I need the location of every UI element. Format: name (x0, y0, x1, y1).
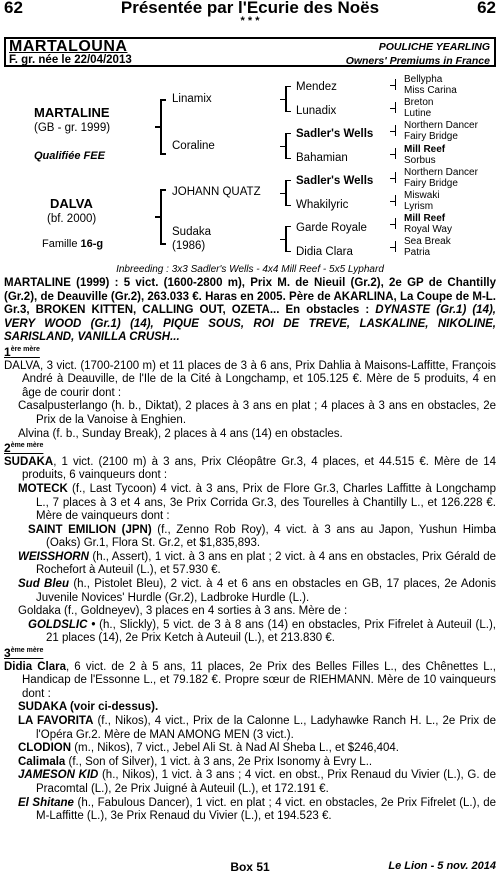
g4-name: Patria (404, 247, 431, 258)
sire-details: (GB - gr. 1999) (34, 122, 111, 134)
g3-name: Sadler's Wells (296, 175, 374, 187)
produce-entry: Sud Bleu (h., Pistolet Bleu), 2 vict. à 4 et 6 ans en obstacles en GB, 17 places, 2e Adonis Juvenile Novices' Hurdle (Gr.2), Ladbroke Hurdle (L.). (18, 578, 496, 604)
produce-entry: El Shitane (h., Fabulous Dancer), 1 vict. en plat ; 4 vict. en obstacles, 2e Prix Fifrelet (L.), de M-Laffitte (L.), 3e Prix Renaud du Vivier (L.), et 194.523 €. (18, 796, 496, 823)
g4-name: Royal Way (404, 224, 452, 235)
g4-name: Northern Dancer (404, 120, 478, 131)
bracket-line (285, 205, 291, 206)
bracket-line (390, 154, 395, 155)
g4-name: Breton (404, 97, 434, 108)
g3-name: Lunadix (296, 105, 337, 117)
sire-note: Qualifiée FEE (34, 150, 105, 162)
horse-name: MARTALOUNA (9, 38, 128, 55)
bracket-line (160, 189, 166, 191)
bracket-line (390, 131, 395, 132)
horse-birth: F. gr. née le 22/04/2013 (9, 54, 132, 66)
produce-entry: Alvina (f. b., Sunday Break), 2 places à 4 ans (14) en obstacles. (18, 427, 343, 440)
bracket-line (395, 195, 396, 206)
bracket-line (390, 224, 395, 225)
bracket-line (285, 111, 291, 112)
g4-name: Northern Dancer (404, 167, 478, 178)
g3-name: Mendez (296, 81, 337, 93)
g3-name: Bahamian (296, 152, 348, 164)
bracket-line (390, 85, 395, 86)
page-footer (0, 860, 500, 878)
g2-dam-sire: JOHANN QUATZ (172, 186, 261, 198)
produce-entry: MOTECK (f., Last Tycoon) 4 vict. à 3 ans, Prix de Flore Gr.3, Charles Laffitte à Longchamp L., 7 places à 3 et 4 ans, 3e Prix Corrida Gr.3, des Tourelles à Chantilly L., et 126.228 €. Mère de vainqueurs dont : (18, 482, 496, 523)
dam-name: DALVA (50, 196, 93, 211)
g4-name: Fairy Bridge (404, 131, 458, 142)
g2-dam-dam: Sudaka (172, 226, 212, 238)
horse-type: POULICHE YEARLING (378, 41, 490, 53)
g3-name: Whakilyric (296, 199, 349, 211)
bracket-line (280, 146, 286, 147)
section-third-dam: $3^{ème mère}$ (4, 646, 44, 661)
bracket-line (390, 201, 395, 202)
g2-sire-sire: Linamix (172, 93, 212, 105)
bracket-line (160, 243, 166, 245)
bracket-line (160, 153, 166, 155)
bracket-line (155, 126, 161, 128)
g4-name: Miswaki (404, 190, 440, 201)
stars-separator: * * * (240, 15, 260, 27)
bracket-line (395, 102, 396, 113)
owners-premiums: Owners' Premiums in France (345, 55, 490, 67)
section-second-dam: $2^{ème mère}$ (4, 441, 44, 456)
inbreeding-line: Inbreeding : 3x3 Sadler's Wells - 4x4 Mill Reef - 5x5 Lyphard (116, 264, 384, 275)
g3-name: Garde Royale (296, 222, 367, 234)
produce-entry: Casalpusterlango (h. b., Diktat), 2 places à 3 ans en plat ; 4 places à 3 ans en obstacles, 2e Prix de la Vanoise à Enghien. (18, 400, 496, 426)
bracket-line (160, 99, 166, 101)
bracket-line (395, 148, 396, 159)
bracket-line (285, 180, 291, 181)
bracket-line (285, 133, 291, 134)
bracket-line (285, 158, 291, 159)
dam-entry: DALVA, 3 vict. (1700-2100 m) et 11 places de 3 à 6 ans, Prix Dahlia à Maisons-Laffitte, François André à Deauville, de l'Ile de la Cité à Longchamp, et 105.125 €. Mère de 5 produits, 4 en âge de courir dont : (4, 359, 496, 399)
g3-name: Sadler's Wells (296, 128, 374, 140)
produce-entry: Goldaka (f., Goldneyev), 3 places en 4 sorties à 3 ans. Mère de : (18, 605, 348, 618)
bracket-line (285, 226, 291, 227)
dam-family: Famille 16-g (42, 238, 104, 250)
sale-place-date: Le Lion - 5 nov. 2014 (388, 860, 496, 872)
page-title: Présentée par l'Ecurie des Noës (120, 0, 380, 17)
bracket-line (155, 216, 161, 218)
produce-entry: SUDAKA (voir ci-dessus). (18, 701, 159, 714)
g4-name: Fairy Bridge (404, 178, 458, 189)
produce-entry: Calimala (f., Son of Silver), 1 vict. à 3 ans, 2e Prix Isonomy à Evry L.. (18, 755, 373, 768)
sire-name: MARTALINE (34, 105, 110, 120)
produce-entry: GOLDSLIC • (h., Slickly), 5 vict. de 3 à 8 ans (14) en obstacles, Prix Fifrelet à Auteuil (L.), 21 places (14), 2e Prix Ketch à Auteuil (L.), et 213.830 €. (28, 618, 496, 645)
g4-name: Mill Reef (404, 213, 446, 224)
page-number-left: 62 (4, 0, 23, 17)
bracket-line (285, 86, 291, 87)
bracket-line (285, 251, 291, 252)
horse-name-box (4, 37, 496, 67)
produce-entry: LA FAVORITA (f., Nikos), 4 vict., Prix de la Calonne L., Ladyhawke Ranch H. L., 2e Prix de l'Opéra Gr.2. Mère de MAN AMONG MEN (3 vict.). (18, 715, 496, 741)
sire-paragraph: MARTALINE (1999) : 5 vict. (1600-2800 m), Prix M. de Nieuil (Gr.2), 2e GP de Chantilly (Gr.2), de Deauville (Gr.2), 263.033 €. Haras en 2005. Père de AKARLINA, La Coupe de M-L. Gr.3, BROKEN KITTEN, CALLING OUT, OZETA... En obstacles : DYNASTE (Gr.1) (14), VERY WOOD (Gr.1) (14), PIQUE SOUS, ROI DE TREVE, LASKALINE, NIKOLINE, SARISLAND, VANILLA CRUSH... (4, 277, 496, 344)
produce-entry: JAMESON KID (h., Nikos), 1 vict. à 3 ans ; 4 vict. en obst., Prix Renaud du Vivier (L.), G. de Pracomtal (L.), 2e Prix Juigné à Auteuil (L.), et 172.191 €. (18, 769, 496, 795)
second-dam-entry: SUDAKA, 1 vict. (2100 m) à 3 ans, Prix Cléopâtre Gr.3, 4 places, et 44.515 €. Mère de 14 produits, 6 vainqueurs dont : (4, 455, 496, 482)
bracket-line (280, 99, 286, 100)
g4-name: Sea Break (404, 236, 451, 247)
g2-dam-dam-year: (1986) (172, 240, 206, 252)
bracket-line (395, 241, 396, 252)
bracket-line (390, 108, 395, 109)
dam-details: (bf. 2000) (47, 213, 97, 225)
g4-name: Lutine (404, 108, 432, 119)
bracket-line (395, 125, 396, 136)
box-number: Box 51 (230, 860, 270, 874)
produce-entry: WEISSHORN (h., Assert), 1 vict. à 3 ans en plat ; 2 vict. à 4 ans en obstacles, Prix Gérald de Rochefort à Auteuil (L.), et 57.930 €. (18, 550, 496, 577)
g4-name: Sorbus (404, 155, 436, 166)
g4-name: Bellypha (404, 74, 443, 85)
produce-entry: CLODION (m., Nikos), 7 vict., Jebel Ali St. à Nad Al Sheba L., et $246,404. (18, 742, 399, 755)
g4-name: Miss Carina (404, 85, 457, 96)
g3-name: Didia Clara (296, 246, 353, 258)
bracket-line (395, 172, 396, 183)
section-first-dam: $1^{ère mère}$ (4, 344, 40, 359)
bracket-line (280, 239, 286, 240)
bracket-line (395, 218, 396, 229)
bracket-line (390, 247, 395, 248)
bracket-line (390, 178, 395, 179)
bracket-line (395, 79, 396, 90)
g2-sire-dam: Coraline (172, 140, 215, 152)
produce-entry: SAINT EMILION (JPN) (f., Zenno Rob Roy), 4 vict. à 3 ans au Japon, Yushun Himba (Oaks) Gr.1, Flora St. Gr.2, et $1,835,893. (28, 523, 496, 550)
third-dam-entry: Didia Clara, 6 vict. de 2 à 5 ans, 11 places, 2e Prix des Belles Filles L., des Chênettes L., Handicap de l'Essonne L., et 79.182 €. Propre sœur de RIEHMANN. Mère de 10 vainqueurs dont : (4, 660, 496, 700)
g4-name: Lyrism (404, 201, 434, 212)
pedigree-text (4, 277, 496, 824)
bracket-line (280, 193, 286, 194)
g4-name: Mill Reef (404, 144, 446, 155)
page-number-right: 62 (477, 0, 496, 17)
